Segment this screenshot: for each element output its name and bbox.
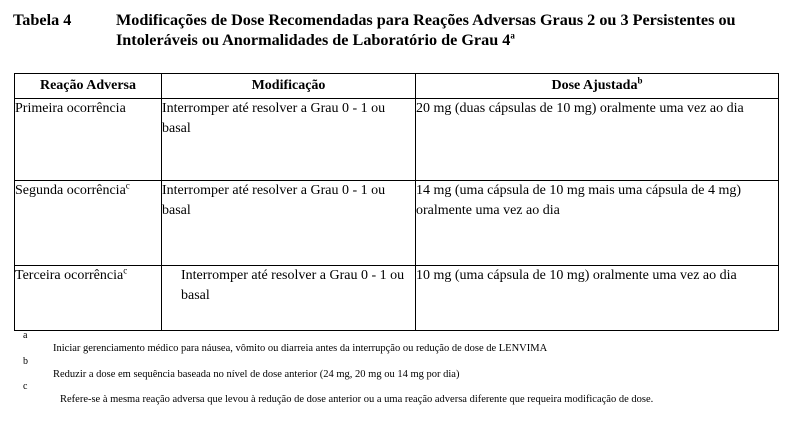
reaction-text: Terceira ocorrência: [15, 268, 124, 283]
footnote-marker: b: [23, 356, 28, 367]
table-title-footnote-marker: a: [510, 30, 515, 41]
reaction-cell: [15, 266, 162, 331]
reaction-text: Primeira ocorrência: [15, 101, 126, 116]
modification-cell: Interromper até resolver a Grau 0 - 1 ou basal: [162, 99, 416, 181]
table-title: [116, 10, 786, 50]
header-dose-footnote-marker: b: [637, 75, 643, 86]
header-dose-label: Dose Ajustada: [551, 78, 638, 93]
footnote-marker: a: [23, 330, 28, 341]
header-modification: Modificação: [162, 74, 416, 99]
table-number: Tabela 4: [13, 11, 72, 29]
reaction-cell: [15, 99, 162, 181]
reaction-text: Segunda ocorrência: [15, 183, 126, 198]
footnote-text: Reduzir a dose em sequência baseada no nível de dose anterior (24 mg, 20 mg ou 14 mg por dia): [53, 369, 460, 380]
footnote-text: Iniciar gerenciamento médico para náusea, vômito ou diarreia antes da interrupção ou redução de dose de LENVIMA: [53, 343, 548, 354]
header-dose: [416, 74, 779, 99]
reaction-cell: [15, 181, 162, 266]
table-row: [15, 266, 779, 331]
footnote-marker: c: [23, 381, 28, 392]
dose-modification-table: [14, 73, 779, 331]
table-title-text: Modificações de Dose Recomendadas para Reações Adversas Graus 2 ou 3 Persistentes ou Intoleráveis ou Anormalidades de Laboratório de Grau 4: [116, 11, 736, 49]
reaction-footnote-marker: c: [123, 265, 128, 276]
dose-cell: 10 mg (uma cápsula de 10 mg) oralmente uma vez ao dia: [416, 266, 779, 331]
table-row: [15, 181, 779, 266]
reaction-footnote-marker: c: [125, 180, 130, 191]
footnote-text: Refere-se à mesma reação adversa que levou à redução de dose anterior ou a uma reação adversa diferente que requeira modificação de dose.: [60, 394, 654, 405]
table-header-row: [15, 74, 779, 99]
modification-cell: Interromper até resolver a Grau 0 - 1 ou basal: [162, 266, 416, 331]
dose-cell: 20 mg (duas cápsulas de 10 mg) oralmente uma vez ao dia: [416, 99, 779, 181]
header-reaction: Reação Adversa: [15, 74, 162, 99]
table-row: [15, 99, 779, 181]
dose-cell: 14 mg (uma cápsula de 10 mg mais uma cápsula de 4 mg) oralmente uma vez ao dia: [416, 181, 779, 266]
modification-cell: Interromper até resolver a Grau 0 - 1 ou basal: [162, 181, 416, 266]
